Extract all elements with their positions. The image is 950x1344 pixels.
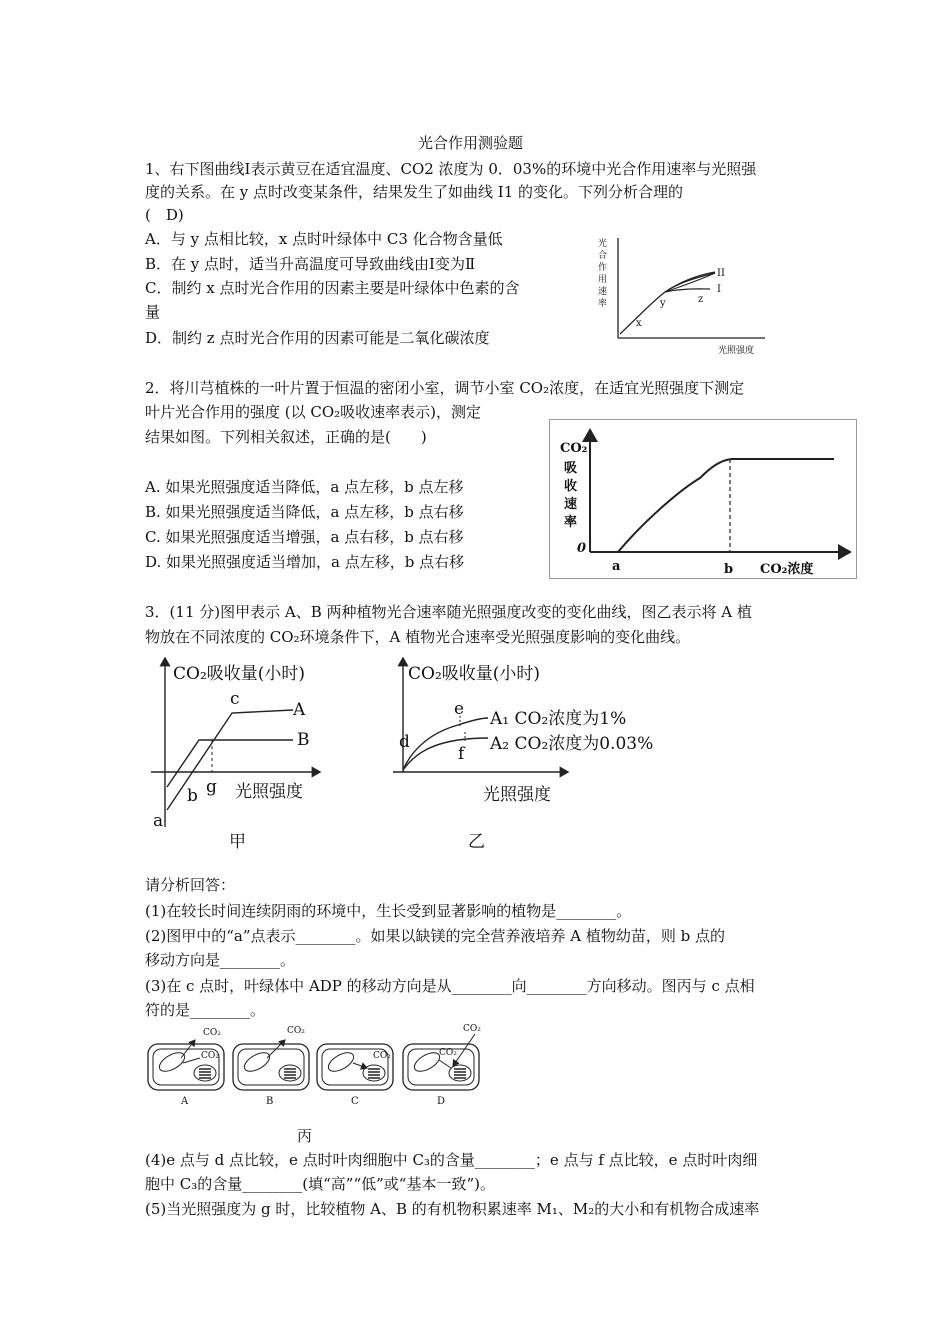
q2-ylabel-3: 率: [564, 515, 578, 530]
q1-ylabel-2: 作: [598, 263, 608, 273]
q1-stem-line1: 1、右下图曲线Ⅰ表示黄豆在适宜温度、CO2 浓度为 0．03%的环境中光合作用速率与光照强: [145, 160, 757, 178]
q3-yi-label-d: d: [399, 732, 410, 752]
q3-sub4a: (4)e 点与 d 点比较，e 点时叶肉细胞中 C₃的含量________；e 点与 f 点比较，e 点时叶肉细: [145, 1151, 758, 1169]
q1-ylabel-3: 用: [598, 275, 608, 285]
q1-graph: [590, 230, 790, 360]
q3-sub2a: (2)图甲中的“a”点表示________。如果以缺镁的完全营养液培养 A 植物幼苗，则 b 点的: [145, 927, 726, 945]
q2-option-a: A. 如果光照强度适当降低，a 点左移，b 点左移: [145, 478, 464, 496]
q1-option-c: C．制约 x 点时光合作用的因素主要是叶绿体中色素的含: [145, 279, 520, 297]
q1-answer: ( D): [145, 206, 184, 224]
q3-yi-xlabel: 光照强度: [483, 785, 551, 805]
cell-a-co2-in: CO₂: [201, 1051, 219, 1061]
q3-jia-label-A: A: [293, 700, 306, 720]
q3-jia-ylabel: CO₂吸收量(小时): [173, 664, 306, 684]
q2-option-c: C. 如果光照强度适当增强，a 点右移，b 点右移: [145, 528, 464, 546]
q2-curve: [618, 459, 834, 552]
q2-stem-line2: 叶片光合作用的强度 (以 CO₂吸收速率表示)，测定: [145, 403, 482, 421]
cell-d-label: D: [437, 1096, 446, 1107]
q2-xlabel: CO₂浓度: [760, 562, 814, 577]
q1-label-ii: II: [717, 268, 725, 279]
q1-point-y: y: [660, 298, 666, 309]
q3-sub3b: 符的是________。: [145, 1001, 266, 1019]
q2-ylabel-2: 速: [564, 497, 578, 512]
q3-sub1: (1)在较长时间连续阴雨的环境中，生长受到显著影响的植物是________。: [145, 902, 632, 920]
q3-yi-graph: [388, 652, 688, 857]
q3-yi-caption: 乙: [468, 832, 485, 852]
q2-option-d: D. 如果光照强度适当增加，a 点左移，b 点右移: [145, 553, 465, 571]
q2-ylabel-1: 收: [564, 479, 578, 494]
q3-sub2b: 移动方向是________。: [145, 951, 296, 969]
q1-option-b: B．在 y 点时，适当升高温度可导致曲线由Ⅰ变为Ⅱ: [145, 255, 476, 273]
q2-stem-line3: 结果如图。下列相关叙述，正确的是( ): [145, 428, 427, 446]
q1-point-z: z: [698, 294, 704, 305]
cell-c-label: C: [351, 1096, 359, 1107]
cell-a-label: A: [181, 1096, 189, 1107]
q1-option-d: D．制约 z 点时光合作用的因素可能是二氧化碳浓度: [145, 329, 490, 347]
q2-ylabel-top: CO₂: [560, 441, 588, 456]
q1-ylabel-0: 光: [598, 239, 608, 249]
q3-yi-legend-a1: A₁ CO₂浓度为1%: [490, 709, 627, 729]
q3-sub4b: 胞中 C₃的含量________(填“高”“低”或“基本一致”)。: [145, 1175, 495, 1193]
q3-cells-diagram: [145, 1018, 495, 1113]
q3-yi-ylabel: CO₂吸收量(小时): [408, 664, 541, 684]
q1-xlabel: 光照强度: [718, 346, 755, 356]
q2-label-a: a: [612, 559, 621, 574]
q3-jia-label-B: B: [297, 730, 310, 750]
cell-d-co2-in: CO₂: [439, 1048, 457, 1058]
q3-yi-legend-a2: A₂ CO₂浓度为0.03%: [490, 734, 654, 754]
q1-option-c-cont: 量: [145, 303, 161, 321]
cell-b-co2: CO₂: [287, 1026, 305, 1036]
q3-prompt: 请分析回答：: [145, 876, 236, 894]
q1-stem-line2: 度的关系。在 y 点时改变某条件，结果发生了如曲线 I1 的变化。下列分析合理的: [145, 183, 684, 201]
q1-point-x: x: [636, 318, 642, 329]
q3-jia-curve-b: [167, 740, 293, 787]
q1-ylabel-1: 合: [598, 251, 608, 261]
q3-stem-line2: 物放在不同浓度的 CO₂环境条件下，A 植物光合速率受光照强度影响的变化曲线。: [145, 628, 691, 646]
q3-jia-caption: 甲: [229, 832, 246, 852]
q3-jia-label-a: a: [153, 811, 164, 831]
q1-label-i: I: [717, 284, 721, 295]
q1-ylabel-4: 速: [598, 287, 608, 297]
cell-d-co2-out: CO₂: [463, 1024, 481, 1034]
q2-ylabel-0: 吸: [564, 461, 578, 476]
page-title: 光合作用测验题: [418, 134, 524, 152]
cell-c: [317, 1044, 393, 1107]
cell-c-co2: CO₂: [373, 1051, 391, 1061]
q2-origin: 0: [577, 541, 587, 556]
q3-jia-label-c: c: [230, 689, 240, 709]
cell-a: [148, 1028, 224, 1107]
q2-stem-line1: 2．将川芎植株的一叶片置于恒温的密闭小室，调节小室 CO₂浓度，在适宜光照强度下测定: [145, 379, 745, 397]
q3-jia-xlabel: 光照强度: [235, 782, 303, 802]
q3-sub3a: (3)在 c 点时，叶绿体中 ADP 的移动方向是从________向________方向移动。图丙与 c 点相: [145, 977, 755, 995]
cell-a-co2-out: CO₂: [203, 1028, 221, 1038]
q3-jia-graph: [145, 652, 335, 857]
cell-b-label: B: [266, 1096, 274, 1107]
q3-yi-label-f: f: [458, 744, 465, 764]
q1-ylabel-5: 率: [598, 299, 608, 309]
q3-stem-line1: 3．(11 分)图甲表示 A、B 两种植物光合速率随光照强度改变的变化曲线，图乙表示将 A 植: [145, 603, 752, 621]
q3-yi-label-e: e: [454, 699, 465, 719]
cell-d: [403, 1024, 481, 1107]
q2-option-b: B. 如果光照强度适当降低，a 点左移，b 点右移: [145, 503, 464, 521]
q3-jia-label-b: b: [187, 786, 198, 806]
q3-yi-curve-a2: [403, 738, 488, 770]
cell-b: [233, 1026, 309, 1107]
q2-label-b: b: [724, 562, 734, 577]
q3-cells-caption: 丙: [297, 1127, 313, 1145]
q3-sub5: (5)当光照强度为 g 时，比较植物 A、B 的有机物积累速率 M₁、M₂的大小和有机物合成速率: [145, 1200, 760, 1218]
q2-graph: [550, 420, 855, 577]
q1-option-a: A．与 y 点相比较，x 点时叶绿体中 C3 化合物含量低: [145, 230, 503, 248]
q3-jia-label-g: g: [206, 777, 217, 797]
q3-yi-curve-a1: [403, 718, 488, 770]
